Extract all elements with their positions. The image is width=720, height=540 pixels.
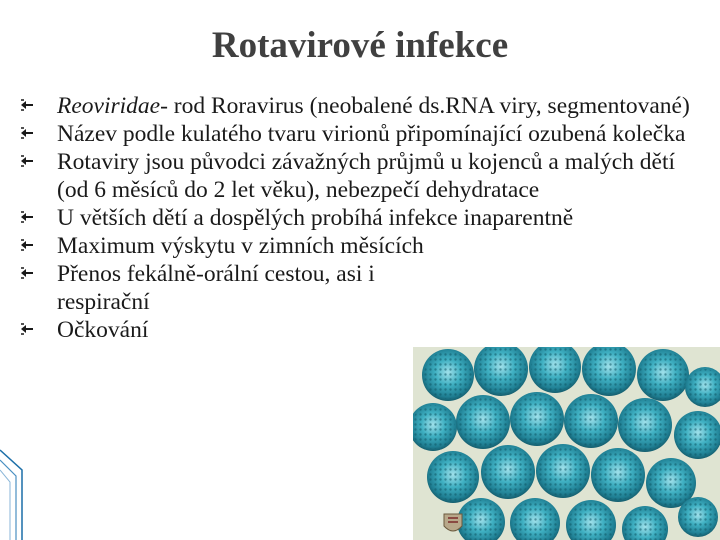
bullet-icon xyxy=(20,266,34,280)
bullet-text: Přenos fekálně-orální cestou, asi i respirační xyxy=(57,261,375,315)
virion-texture xyxy=(538,446,588,496)
virion-texture xyxy=(676,413,720,457)
virion-texture xyxy=(639,351,687,399)
virion-texture xyxy=(593,450,643,500)
virion-texture xyxy=(483,447,533,497)
institution-logo-icon xyxy=(442,512,464,536)
bullet-item xyxy=(20,92,710,120)
virion-texture xyxy=(680,499,716,535)
bullet-item xyxy=(20,316,437,344)
virion-texture xyxy=(424,351,472,399)
slide-title: Rotavirové infekce xyxy=(211,25,509,66)
virion-texture xyxy=(648,460,694,506)
bullet-emphasis: Reoviridae xyxy=(57,93,161,119)
bullet-text: Očkování xyxy=(57,317,149,343)
virion-texture xyxy=(458,397,508,447)
bullet-icon xyxy=(20,322,34,336)
bullet-text: - rod Roravirus (neobalené ds.RNA viry, segmentované) xyxy=(160,93,690,119)
bullet-text: Maximum výskytu v zimních měsících xyxy=(57,233,424,259)
bullet-item xyxy=(20,120,710,148)
bullet-item xyxy=(20,260,437,316)
bullet-icon xyxy=(20,154,34,168)
bullet-text: Název podle kulatého tvaru virionů připomínající ozubená kolečka xyxy=(57,121,686,147)
bullet-text: Rotaviry jsou původci závažných průjmů u kojenců a malých dětí (od 6 měsíců do 2 let věku), nebezpečí dehydratace xyxy=(57,149,676,203)
bullet-icon xyxy=(20,98,34,112)
virion-texture xyxy=(566,396,616,446)
virion-texture xyxy=(512,394,562,444)
bullet-item xyxy=(20,204,710,232)
bullet-item xyxy=(20,148,710,204)
bullet-icon xyxy=(20,126,34,140)
virion-texture xyxy=(429,453,477,501)
virion-texture xyxy=(413,405,455,449)
bullet-list xyxy=(20,92,710,344)
bullet-item xyxy=(20,232,437,260)
decorative-lines xyxy=(0,440,30,540)
virion-texture xyxy=(620,400,670,450)
bullet-icon xyxy=(20,210,34,224)
bullet-icon xyxy=(20,238,34,252)
bullet-text: U větších dětí a dospělých probíhá infekce inaparentně xyxy=(57,205,574,231)
